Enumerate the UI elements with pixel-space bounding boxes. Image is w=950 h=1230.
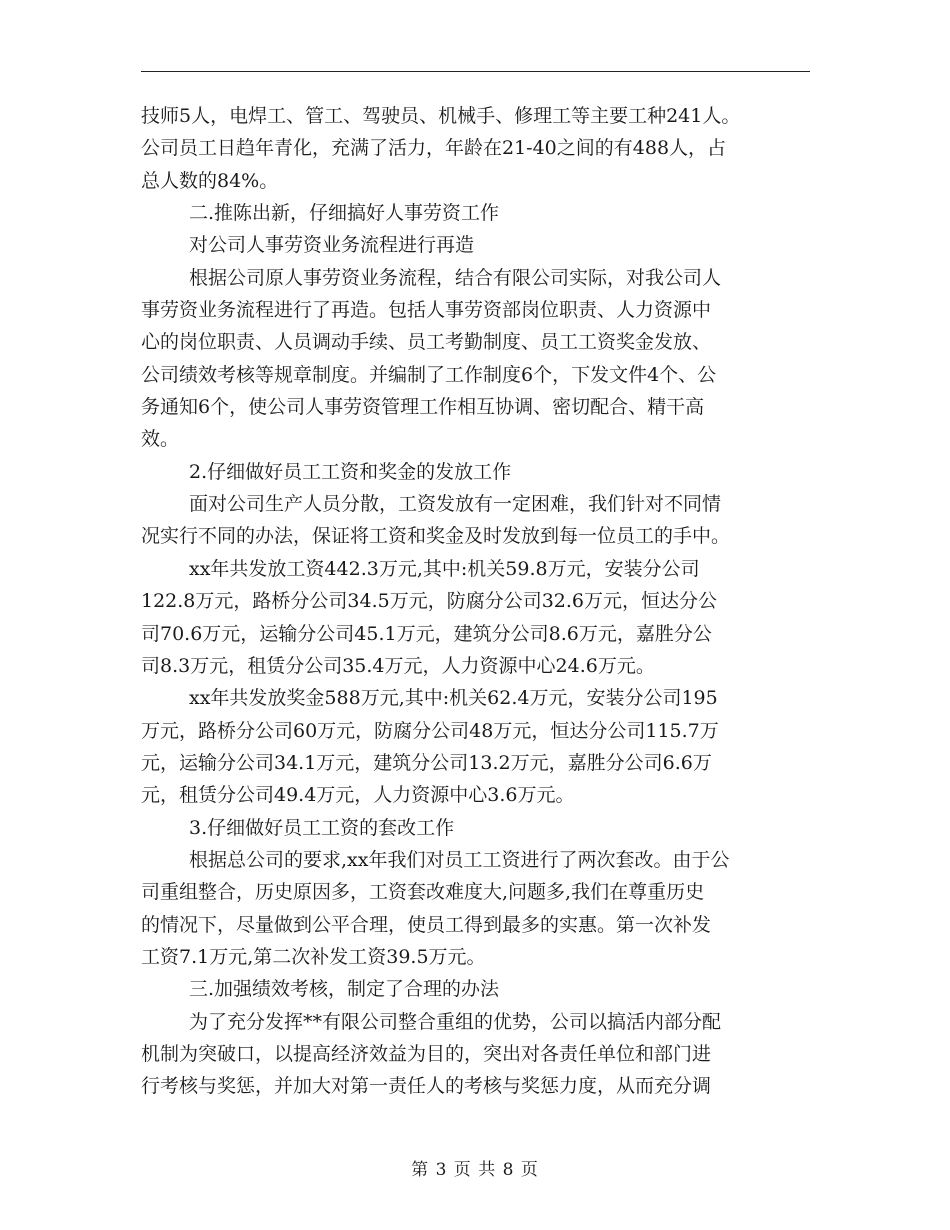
page-number-footer: 第 3 页 共 8 页 [411,1160,539,1180]
text-line: 面对公司生产人员分散，工资发放有一定困难，我们针对不同情 [189,493,722,516]
text-line: 务通知6个，使公司人事劳资管理工作相互协调、密切配合、精干高 [141,396,705,419]
text-line: 工资7.1万元,第二次补发工资39.5万元。 [141,945,486,968]
text-line: 况实行不同的办法，保证将工资和奖金及时发放到每一位员工的手中。 [141,525,731,548]
text-line: 司8.3万元，租赁分公司35.4万元，人力资源中心24.6万元。 [141,654,655,677]
text-line: 总人数的84%。 [141,169,279,192]
text-line: 公司员工日趋年青化，充满了活力，年龄在21-40之间的有488人，占 [141,137,727,160]
header-rule [141,71,810,72]
text-line: 122.8万元，路桥分公司34.5万元，防腐分公司32.6万元，恒达分公 [141,590,718,613]
subsection-heading: 对公司人事劳资业务流程进行再造 [189,234,475,257]
section-heading: 三.加强绩效考核，制定了合理的办法 [189,978,500,1001]
text-line: 的情况下，尽量做到公平合理，使员工得到最多的实惠。第一次补发 [141,913,712,936]
document-body [141,100,813,1103]
text-line: 万元，路桥分公司60万元，防腐分公司48万元，恒达分公司115.7万 [141,719,719,742]
text-line: xx年共发放奖金588万元,其中:机关62.4万元，安装分公司195 [189,687,718,710]
text-line: 为了充分发挥**有限公司整合重组的优势，公司以搞活内部分配 [189,1010,722,1033]
text-line: 事劳资业务流程进行了再造。包括人事劳资部岗位职责、人力资源中 [141,299,712,322]
text-line: 司重组整合，历史原因多，工资套改难度大,问题多,我们在尊重历史 [141,881,705,904]
subsection-heading: 3.仔细做好员工工资的套改工作 [189,816,455,839]
text-line: 公司绩效考核等规章制度。并编制了工作制度6个，下发文件4个、公 [141,363,717,386]
text-line: 心的岗位职责、人员调动手续、员工考勤制度、员工工资奖金发放、 [141,331,712,354]
text-line: 机制为突破口，以提高经济效益为目的，突出对各责任单位和部门进 [141,1042,712,1065]
subsection-heading: 2.仔细做好员工工资和奖金的发放工作 [189,460,512,483]
text-line: 司70.6万元，运输分公司45.1万元，建筑分公司8.6万元，嘉胜分公 [141,622,712,645]
text-line: 行考核与奖惩，并加大对第一责任人的考核与奖惩力度，从而充分调 [141,1075,712,1098]
section-heading: 二.推陈出新，仔细搞好人事劳资工作 [189,202,500,225]
text-line: 元，运输分公司34.1万元，建筑分公司13.2万元，嘉胜分公司6.6万 [141,751,712,774]
text-line: 技师5人，电焊工、管工、驾驶员、机械手、修理工等主要工种241人。 [141,105,741,127]
text-line: 效。 [141,428,180,451]
text-line: xx年共发放工资442.3万元,其中:机关59.8万元，安装分公司 [189,557,700,580]
text-line: 元，租赁分公司49.4万元，人力资源中心3.6万元。 [141,784,575,807]
text-line: 根据公司原人事劳资业务流程，结合有限公司实际，对我公司人 [189,266,722,289]
text-line: 根据总公司的要求,xx年我们对员工工资进行了两次套改。由于公 [189,848,730,871]
